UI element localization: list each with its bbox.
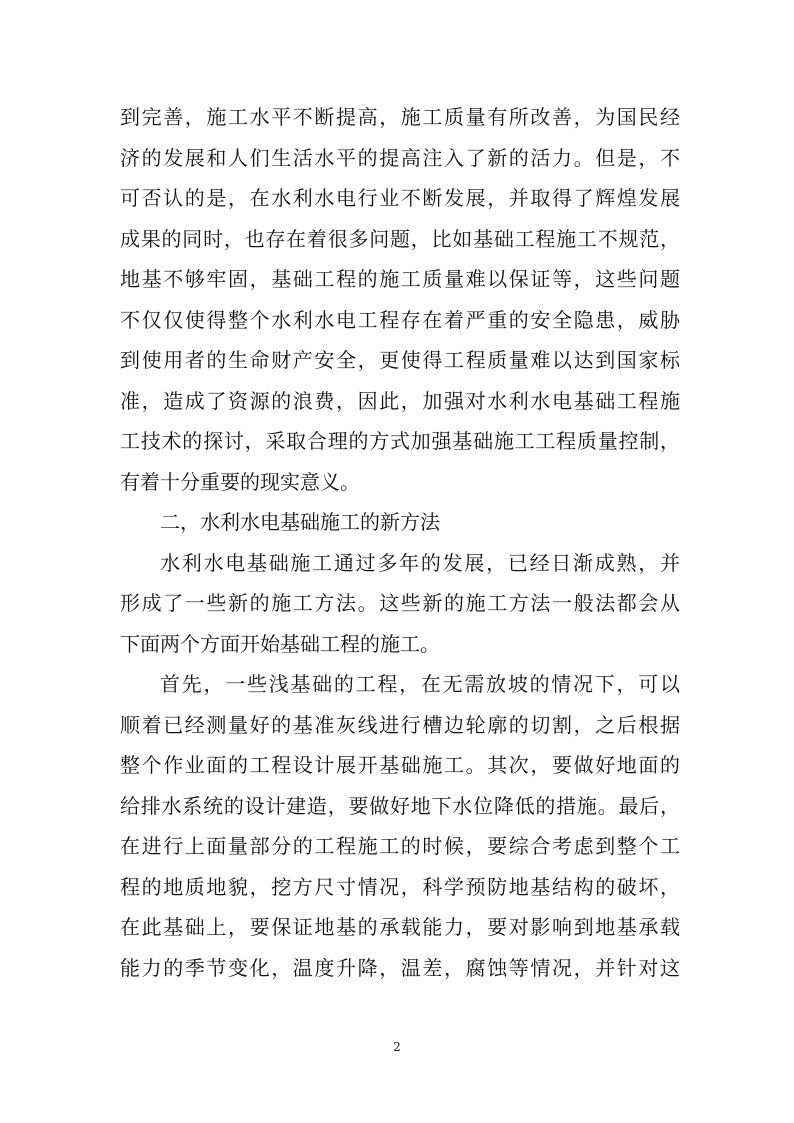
text-line: 准，造成了资源的浪费，因此，加强对水利水电基础工程施: [120, 388, 680, 413]
text-line: 不仅仅使得整个水利水电工程存在着严重的安全隐患，威胁: [120, 307, 680, 332]
text-line: 工技术的探讨，采取合理的方式加强基础施工工程质量控制，: [120, 429, 680, 453]
text-line: 到完善，施工水平不断提高，施工质量有所改善，为国民经: [120, 105, 680, 129]
text-line: 能力的季节变化，温度升降，温差，腐蚀等情况，并针对这: [120, 955, 680, 980]
section-heading: 二，水利水电基础施工的新方法: [160, 510, 440, 534]
page-number: 2: [393, 1040, 401, 1054]
text-line: 成果的同时，也存在着很多问题，比如基础工程施工不规范，: [120, 226, 680, 251]
text-line: 地基不够牢固，基础工程的施工质量难以保证等，这些问题: [120, 267, 680, 291]
body-text: [120, 97, 680, 988]
text-line: 形成了一些新的施工方法。这些新的施工方法一般法都会从: [120, 591, 680, 615]
text-line: 济的发展和人们生活水平的提高注入了新的活力。但是，不: [120, 145, 680, 170]
text-line: 水利水电基础施工通过多年的发展，已经日渐成熟，并: [160, 550, 680, 575]
text-line: 整个作业面的工程设计展开基础施工。其次，要做好地面的: [120, 753, 680, 777]
text-line: 程的地质地貌，挖方尺寸情况，科学预防地基结构的破坏，: [120, 874, 680, 899]
text-line: 到使用者的生命财产安全，更使得工程质量难以达到国家标: [120, 348, 680, 372]
text-line: 在进行上面量部分的工程施工的时候，要综合考虑到整个工: [120, 834, 680, 858]
text-line: 顺着已经测量好的基准灰线进行槽边轮廓的切割，之后根据: [120, 712, 680, 737]
text-line: 下面两个方面开始基础工程的施工。: [120, 631, 440, 656]
text-line: 在此基础上，要保证地基的承载能力，要对影响到地基承载: [120, 915, 680, 939]
text-line: 有着十分重要的现实意义。: [120, 469, 360, 494]
text-line: 给排水系统的设计建造，要做好地下水位降低的措施。最后，: [120, 793, 680, 818]
text-line: 可否认的是，在水利水电行业不断发展，并取得了辉煌发展: [120, 186, 680, 210]
text-line: 首先，一些浅基础的工程，在无需放坡的情况下，可以: [160, 672, 680, 696]
